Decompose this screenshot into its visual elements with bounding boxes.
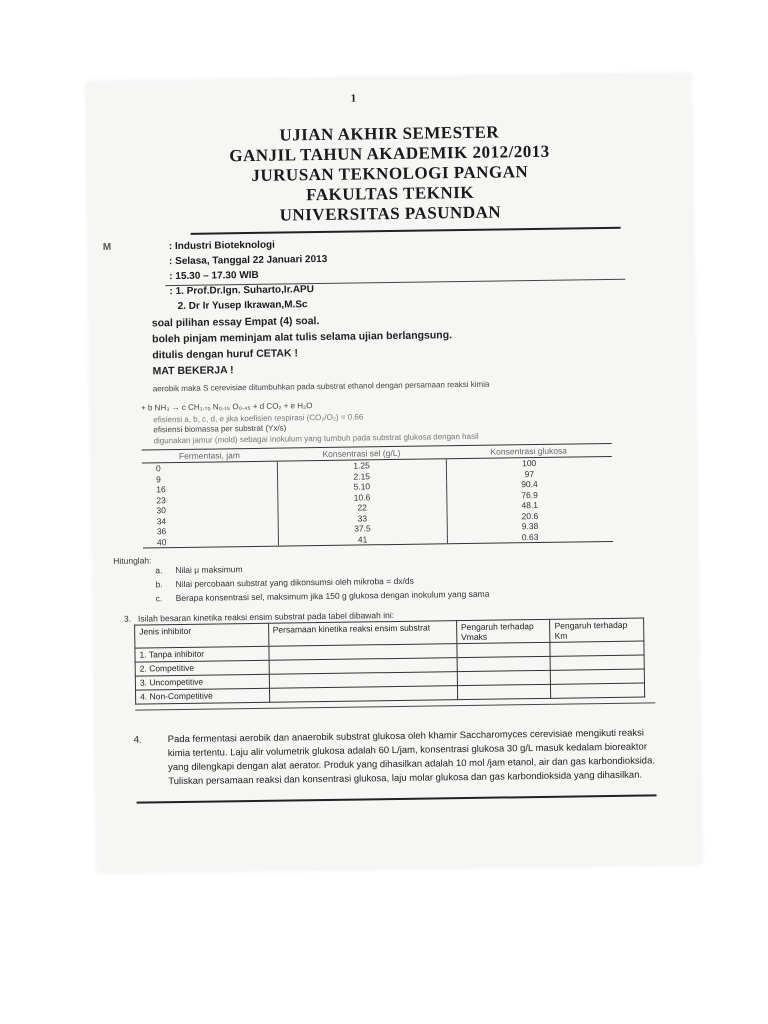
cell-conc: 1.25	[277, 459, 446, 472]
exam-date: : Selasa, Tanggal 22 Januari 2013	[168, 253, 328, 268]
exam-time: : 15.30 – 17.30 WIB	[169, 269, 259, 283]
rule-3: ditulis dengan huruf CETAK !	[152, 347, 299, 362]
cell-conc: 10.6	[278, 491, 447, 504]
answer-cell[interactable]	[551, 669, 645, 684]
lecturer-2: 2. Dr Ir Yusep Ikrawan,M.Sc	[177, 299, 308, 313]
kinetics-table	[134, 618, 645, 705]
q3-divider	[135, 702, 655, 710]
answer-cell[interactable]	[457, 684, 551, 699]
answer-cell[interactable]	[550, 655, 644, 670]
inhibitor-type: 4. Non-Competitive	[136, 688, 270, 704]
col-km: Pengaruh terhadap Km	[550, 618, 644, 642]
inhibitor-type: 1. Tanpa inhibitor	[135, 646, 269, 662]
cell-glucose: 0.63	[447, 530, 613, 543]
inhibitor-type: 3. Uncompetitive	[135, 674, 269, 690]
cell-glucose: 76.9	[446, 488, 612, 501]
cell-glucose: 9.38	[447, 520, 613, 533]
q3-text: Isilah besaran kinetika reaksi ensim substrat pada tabel dibawah ini:	[137, 610, 395, 624]
cell-conc: 33	[278, 512, 447, 525]
q1-line-5: digunakan jamur (mold) sebagai inokulum yang tumbuh pada substrat glukosa dengan hasil	[153, 431, 479, 446]
rule-4: MAT BEKERJA !	[152, 364, 234, 378]
cell-time: 36	[156, 526, 167, 537]
footer-divider	[137, 794, 657, 803]
cell-conc: 37.5	[278, 522, 447, 535]
cell-time: 30	[156, 505, 167, 516]
exam-paper	[87, 74, 702, 872]
q1-line-1: aerobik maka S cerevisiae ditumbuhkan pada substrat ethanol dengan persamaan reaksi kimia	[152, 379, 490, 394]
answer-cell[interactable]	[550, 641, 644, 656]
cell-time: 0	[155, 463, 161, 474]
academic-year: GANJIL TAHUN AKADEMIK 2012/2013	[229, 141, 550, 166]
question-4	[133, 726, 657, 789]
cell-glucose: 100	[446, 456, 612, 469]
answer-cell[interactable]	[551, 683, 645, 698]
col-header-time: Fermentasi, jam	[142, 448, 277, 463]
cell-glucose: 90.4	[446, 478, 612, 491]
q4-number: 4.	[133, 734, 142, 746]
cell-glucose: 97	[446, 467, 612, 480]
rule-2: boleh pinjam meminjam alat tulis selama ujian berlangsung.	[152, 329, 453, 346]
department: JURUSAN TEKNOLOGI PANGAN	[251, 162, 529, 185]
q2-b-text: Nilai percobaan substrat yang dikonsumsi oleh mikroba = dx/ds	[175, 575, 414, 590]
answer-cell[interactable]	[457, 642, 551, 657]
page-number: 1	[350, 92, 357, 105]
exam-title: UJIAN AKHIR SEMESTER	[279, 122, 500, 145]
cell-conc: 2.15	[277, 470, 446, 483]
university: UNIVERSITAS PASUNDAN	[279, 202, 502, 225]
q2-a-text: Nilai μ maksimum	[175, 564, 243, 576]
lecturer-1: : 1. Prof.Dr.Ign. Suharto,Ir.APU	[169, 284, 314, 298]
course-name: : Industri Bioteknologi	[168, 239, 275, 253]
cell-time: 16	[156, 484, 166, 495]
course-label: M	[102, 241, 112, 254]
q1-line-4: efisiensi biomassa per substrat (Yx/s)	[153, 423, 287, 435]
col-equation: Persamaan kinetika reaksi ensim substrat	[268, 621, 457, 647]
course-row	[103, 240, 275, 253]
col-vmax: Pengaruh terhadap Vmaks	[456, 619, 550, 643]
header-divider	[191, 227, 621, 235]
q2-part-b: b. Nilai percobaan substrat yang dikonsumsi oleh mikroba = dx/ds	[155, 575, 414, 590]
answer-cell[interactable]	[457, 656, 551, 671]
cell-conc: 22	[278, 501, 447, 514]
cell-time: 23	[156, 494, 166, 506]
q1-reaction: + b NH₃ → c CH₁.₇₀ N₀.₁₅ O₀.₄₅ + d CO₂ + e H₂O	[141, 401, 313, 413]
q2-part-c: c. Berapa konsentrasi sel, maksimum jika 150 g glukosa dengan inokulum yang sama	[155, 588, 490, 604]
cell-time: 40	[143, 535, 278, 548]
q1-line-3: efisiensi a, b, c, d, e jika koefisien respirasi (CO₂/O₂) = 0.66	[153, 412, 364, 425]
growth-data-table	[142, 443, 613, 549]
cell-conc: 41	[278, 533, 447, 546]
cell-time: 34	[156, 515, 167, 527]
faculty: FAKULTAS TEKNIK	[305, 182, 475, 205]
q2-label: Hitunglah:	[113, 555, 152, 566]
inhibitor-type: 2. Competitive	[135, 660, 269, 676]
col-header-glucose: Konsentrasi glukosa	[446, 443, 612, 458]
col-header-cell-conc: Konsentrasi sel (g/L)	[277, 446, 446, 461]
cell-conc: 5.10	[277, 480, 446, 493]
answer-cell[interactable]	[269, 686, 457, 703]
answer-cell[interactable]	[457, 670, 551, 685]
q2-part-a: a. Nilai μ maksimum	[155, 564, 243, 576]
q3-number: 3.	[123, 613, 132, 624]
cell-glucose: 48.1	[446, 499, 612, 512]
cell-time: 9	[155, 474, 161, 485]
cell-glucose: 20.6	[447, 509, 613, 522]
q2-c-text: Berapa konsentrasi sel, maksimum jika 150 g glukosa dengan inokulum yang sama	[175, 588, 490, 604]
q4-text: Pada fermentasi aerobik dan anaerobik substrat glukosa oleh khamir Saccharomyces cerevisiae mengikuti reaksi kimia tertentu. Laju alir volumetrik glukosa adalah 60 L/jam, konsentrasi glukosa 30 g/L masuk kedalam bioreaktor yang dilengkapi dengan alat aerator. Produk yang dihasilkan adalah 10 mol /jam etanol, air dan gas karbondioksida. Tuliskan persamaan reaksi dan konsentrasi glukosa, laju molar glukosa dan gas karbondioksida yang dihasilkan.	[167, 727, 656, 788]
col-inhibitor: Jenis inhibitor	[135, 623, 269, 648]
rule-1: soal pilihan essay Empat (4) soal.	[151, 315, 320, 330]
